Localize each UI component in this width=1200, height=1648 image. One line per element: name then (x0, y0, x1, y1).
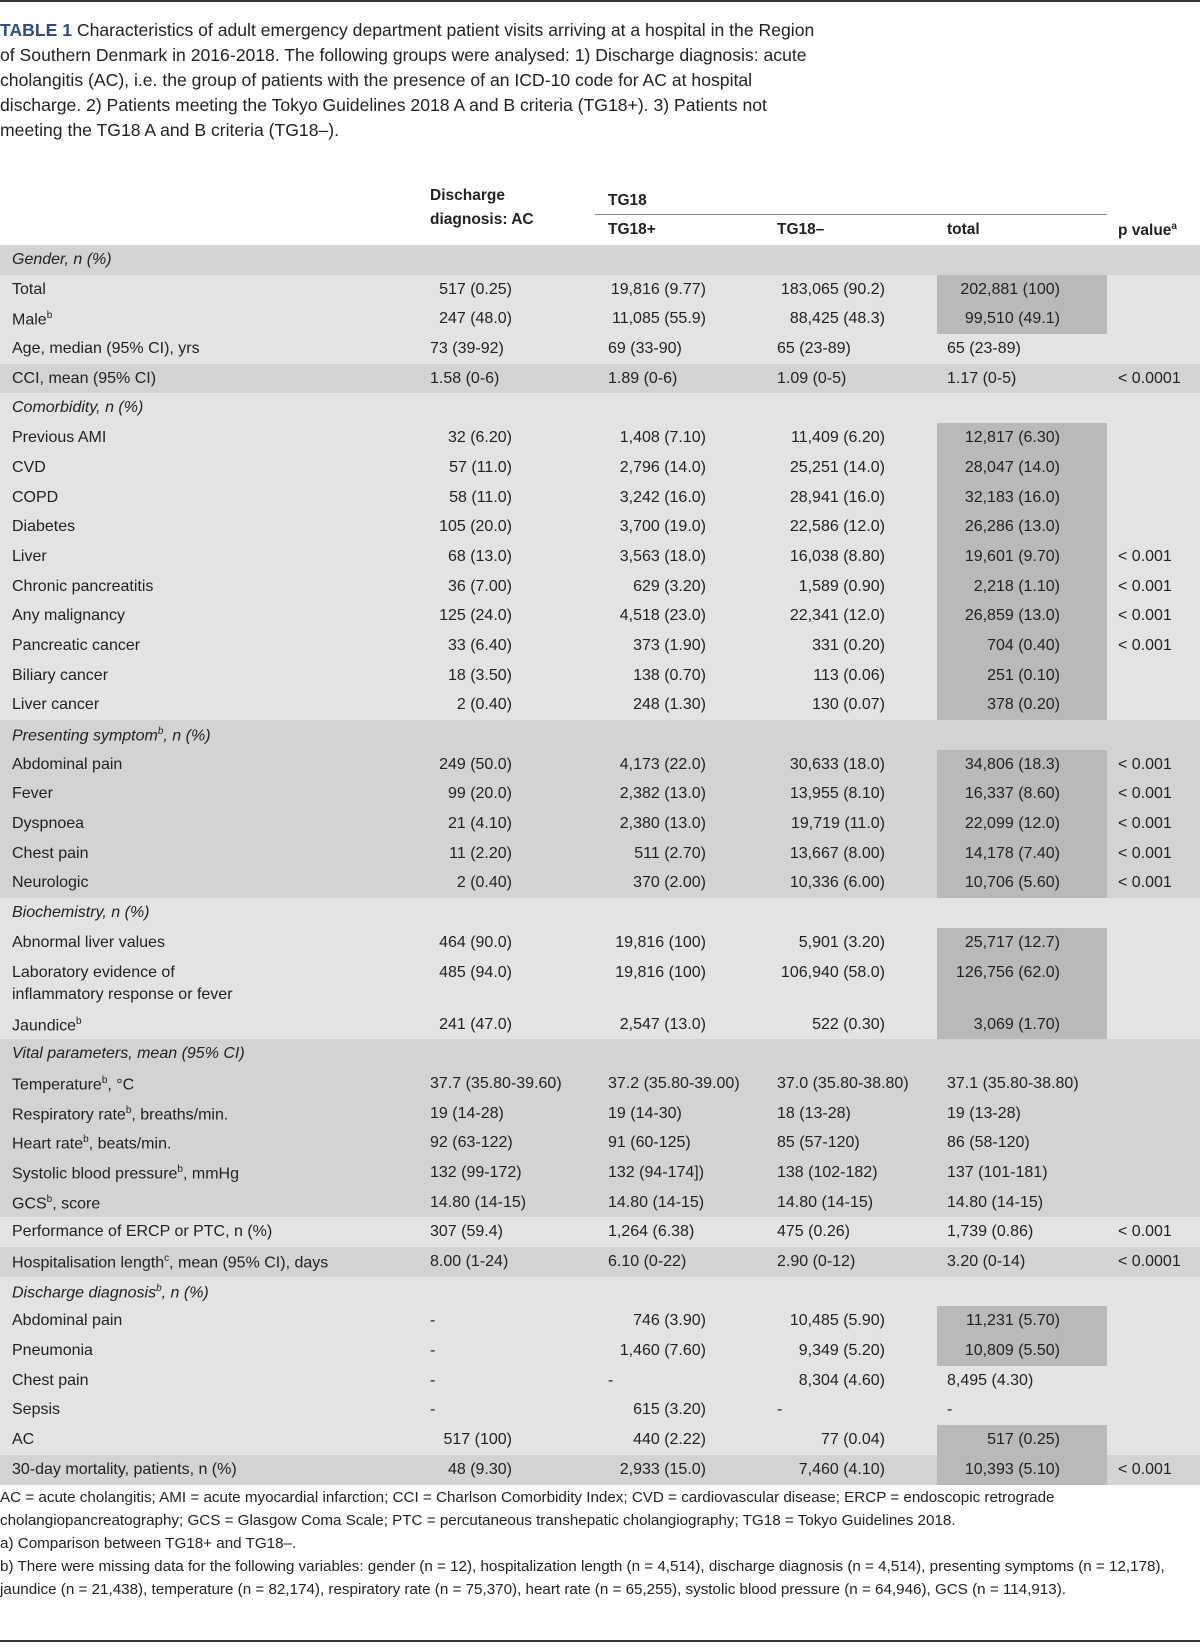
cell-discharge-ac: 517 (0.25) (439, 280, 512, 298)
table-row (0, 661, 1200, 691)
section-header-row (0, 245, 1200, 275)
table-row (0, 275, 1200, 305)
row-label: Laboratory evidence of inflammatory response or fever (12, 963, 233, 1003)
cell-tg18-minus: 11,409 (6.20) (791, 429, 885, 447)
cell-tg18-minus: 2.90 (0-12) (777, 1253, 856, 1270)
table-row (0, 779, 1200, 809)
table-row (0, 928, 1200, 958)
table-row (0, 958, 1200, 1010)
table-row (0, 1128, 1200, 1158)
cell-tg18-minus: 85 (57-120) (777, 1134, 860, 1152)
cell-discharge-ac: 48 (9.30) (447, 1460, 512, 1478)
cell-tg18-plus: 1,460 (7.60) (619, 1342, 706, 1360)
row-label: Neurologic (12, 874, 89, 892)
cell-total: 704 (0.40) (987, 636, 1060, 654)
section-label: Comorbidity, n (%) (12, 399, 144, 417)
cell-tg18-minus: 5,901 (3.20) (798, 933, 885, 951)
cell-tg18-minus: 1,589 (0.90) (798, 577, 885, 595)
cell-discharge-ac: - (430, 1401, 436, 1419)
cell-tg18-minus: 331 (0.20) (812, 636, 885, 654)
cell-tg18-plus: 2,933 (15.0) (619, 1460, 706, 1478)
row-label: Systolic blood pressure$^b$, mmHg (12, 1163, 239, 1183)
cell-discharge-ac: - (430, 1371, 436, 1389)
table-row (0, 304, 1200, 334)
table-row (0, 839, 1200, 869)
cell-total: 517 (0.25) (987, 1431, 1060, 1449)
cell-tg18-plus: 19,816 (100) (615, 933, 706, 951)
caption-text: Characteristics of adult emergency department patient visits arriving at a hospital in the Region of Southern Denmark in 2016-2018. The following groups were analysed: 1) Discharge diagnosis: acute cholangitis (AC), i.e. the group of patients with the presence of an ICD-10 code for AC at hospital discharge. 2) Patients meeting the Tokyo Guidelines 2018 A and B criteria (TG18+). 3) Patients not meeting the TG18 A and B criteria (TG18–). (0, 20, 815, 140)
row-label: Abdominal pain (12, 1312, 123, 1330)
cell-p-value: < 0.001 (1118, 607, 1172, 625)
row-label: Liver cancer (12, 696, 100, 714)
cell-p-value: < 0.001 (1118, 577, 1172, 595)
cell-tg18-minus: 10,336 (6.00) (789, 874, 885, 892)
cell-discharge-ac: 57 (11.0) (449, 458, 512, 476)
section-header-row (0, 720, 1200, 750)
cell-total: 19 (13-28) (947, 1104, 1021, 1122)
cell-total: 14,178 (7.40) (964, 844, 1060, 862)
cell-tg18-plus: 4,518 (23.0) (619, 607, 706, 625)
cell-discharge-ac: 33 (6.40) (447, 636, 512, 654)
row-label: Performance of ERCP or PTC, n (%) (12, 1223, 273, 1241)
section-header-row (0, 393, 1200, 423)
cell-total: 32,183 (16.0) (964, 488, 1060, 506)
section-label: Presenting symptom$^b$, n (%) (12, 726, 211, 745)
cell-discharge-ac: 37.7 (35.80-39.60) (430, 1074, 562, 1092)
cell-p-value: < 0.001 (1118, 636, 1172, 654)
cell-tg18-plus: 2,547 (13.0) (619, 1015, 706, 1033)
row-label: Sepsis (12, 1401, 61, 1419)
cell-p-value: < 0.001 (1118, 1223, 1172, 1241)
table-row (0, 423, 1200, 453)
cell-p-value: < 0.001 (1118, 1460, 1172, 1478)
cell-tg18-plus: 248 (1.30) (633, 696, 706, 714)
table-row (0, 1158, 1200, 1188)
cell-discharge-ac: - (430, 1342, 436, 1360)
cell-total: 10,809 (5.50) (964, 1342, 1060, 1360)
cell-tg18-plus: 2,382 (13.0) (619, 785, 706, 803)
table-footnotes (0, 1486, 1200, 1601)
cell-tg18-plus: 19,816 (9.77) (610, 280, 706, 298)
cell-discharge-ac: 485 (94.0) (439, 963, 512, 981)
row-label: Previous AMI (12, 429, 107, 447)
section-header-row (0, 1277, 1200, 1307)
cell-discharge-ac: 99 (20.0) (447, 785, 512, 803)
cell-tg18-minus: 13,955 (8.10) (789, 785, 885, 803)
cell-tg18-minus: 77 (0.04) (820, 1431, 885, 1449)
cell-discharge-ac: 105 (20.0) (439, 518, 512, 536)
cell-discharge-ac: 58 (11.0) (449, 488, 512, 506)
cell-tg18-plus: - (608, 1371, 614, 1389)
cell-tg18-minus: 183,065 (90.2) (780, 280, 885, 298)
section-label: Discharge diagnosis$^b$, n (%) (12, 1282, 209, 1302)
cell-tg18-minus: 30,633 (18.0) (789, 755, 885, 773)
table-row (0, 868, 1200, 898)
header-tg18-plus: TG18+ (608, 221, 656, 238)
cell-total: 22,099 (12.0) (964, 815, 1060, 833)
cell-tg18-plus: 14.80 (14-15) (608, 1193, 705, 1211)
cell-discharge-ac: 517 (100) (443, 1431, 512, 1449)
caption-label: TABLE 1 (0, 20, 73, 40)
cell-tg18-plus: 1,408 (7.10) (619, 429, 706, 447)
cell-discharge-ac: - (430, 1312, 436, 1330)
cell-total: 26,859 (13.0) (964, 607, 1060, 625)
cell-total: 3.20 (0-14) (947, 1253, 1026, 1270)
cell-discharge-ac: 21 (4.10) (447, 815, 512, 833)
row-label: Pneumonia (12, 1342, 93, 1360)
cell-discharge-ac: 11 (2.20) (449, 844, 512, 862)
row-label: Hospitalisation length$^c$, mean (95% CI), days (12, 1253, 329, 1272)
row-label: Diabetes (12, 518, 76, 536)
cell-tg18-minus: 14.80 (14-15) (777, 1193, 874, 1211)
cell-discharge-ac: 241 (47.0) (439, 1015, 512, 1033)
cell-tg18-minus: 18 (13-28) (777, 1104, 851, 1122)
cell-tg18-minus: 9,349 (5.20) (798, 1342, 885, 1360)
header-discharge-line2: diagnosis: AC (430, 211, 534, 228)
cell-tg18-minus: - (777, 1401, 783, 1419)
row-label: 30-day mortality, patients, n (%) (12, 1460, 237, 1478)
cell-tg18-minus: 8,304 (4.60) (798, 1371, 885, 1389)
cell-discharge-ac: 464 (90.0) (439, 933, 512, 951)
row-label: COPD (12, 488, 59, 506)
row-label: AC (12, 1431, 35, 1449)
row-label: Biliary cancer (12, 666, 109, 684)
table-row (0, 750, 1200, 780)
cell-p-value: < 0.001 (1118, 755, 1172, 773)
top-rule (0, 0, 1200, 2)
row-label: Respiratory rate$^b$, breaths/min. (12, 1104, 229, 1123)
cell-p-value: < 0.001 (1118, 874, 1172, 892)
header-p-value: p value$^a$ (1118, 221, 1177, 240)
table-row (0, 1366, 1200, 1396)
cell-discharge-ac: 32 (6.20) (447, 429, 512, 447)
cell-discharge-ac: 36 (7.00) (447, 577, 512, 595)
row-label: CVD (12, 458, 46, 476)
table-row (0, 512, 1200, 542)
row-label: Temperature$^b$, °C (12, 1074, 135, 1094)
cell-total: 137 (101-181) (947, 1163, 1048, 1181)
cell-tg18-minus: 65 (23-89) (777, 340, 851, 358)
row-label: Liver (12, 547, 47, 565)
tg18-span-rule (595, 214, 1107, 215)
table-row (0, 483, 1200, 513)
cell-tg18-plus: 19 (14-30) (608, 1104, 682, 1122)
section-label: Gender, n (%) (12, 251, 112, 268)
footnote-abbreviations: AC = acute cholangitis; AMI = acute myocardial infarction; CCI = Charlson Comorbidity Index; CVD = cardiovascular disease; ERCP = endoscopic retrograde cholangiopancreatography; GCS = Glasgow Coma Scale; PTC = percutaneous transhepatic cholangiography; TG18 = Tokyo Guidelines 2018. (0, 1489, 1055, 1529)
cell-p-value: < 0.001 (1118, 785, 1172, 803)
section-header-row (0, 898, 1200, 928)
cell-discharge-ac: 132 (99-172) (430, 1163, 522, 1181)
footnote-a: a) Comparison between TG18+ and TG18–. (0, 1535, 297, 1552)
row-label: Chest pain (12, 844, 89, 862)
cell-tg18-plus: 1.89 (0-6) (608, 369, 678, 387)
cell-total: 378 (0.20) (987, 696, 1060, 714)
row-label: Pancreatic cancer (12, 636, 141, 654)
table-row (0, 542, 1200, 572)
cell-tg18-plus: 132 (94-174]) (608, 1163, 705, 1181)
cell-tg18-plus: 511 (2.70) (634, 844, 706, 862)
cell-tg18-plus: 370 (2.00) (633, 874, 706, 892)
cell-tg18-minus: 37.0 (35.80-38.80) (777, 1074, 909, 1092)
cell-total: 11,231 (5.70) (966, 1312, 1060, 1330)
header-tg18-minus: TG18– (777, 221, 825, 238)
cell-tg18-minus: 28,941 (16.0) (789, 488, 885, 506)
cell-total: 25,717 (12.7) (964, 933, 1060, 951)
cell-p-value: < 0.001 (1118, 547, 1172, 565)
cell-total: 10,706 (5.60) (964, 874, 1060, 892)
cell-discharge-ac: 247 (48.0) (439, 310, 512, 328)
table-header (0, 187, 1200, 245)
row-label: Age, median (95% CI), yrs (12, 340, 200, 358)
cell-discharge-ac: 14.80 (14-15) (430, 1193, 527, 1211)
cell-total: 1.17 (0-5) (947, 369, 1017, 387)
cell-tg18-plus: 440 (2.22) (633, 1431, 706, 1449)
section-label: Biochemistry, n (%) (12, 904, 150, 922)
table-row (0, 453, 1200, 483)
table-row (0, 1010, 1200, 1040)
cell-tg18-plus: 37.2 (35.80-39.00) (608, 1074, 740, 1092)
cell-tg18-plus: 2,796 (14.0) (619, 458, 706, 476)
footnote-b: b) There were missing data for the following variables: gender (n = 12), hospitalization length (n = 4,514), discharge diagnosis (n = 4,514), presenting symptoms (n = 12,178), jaundice (n = 21,438), temperature (n = 82,174), respiratory rate (n = 75,370), heart rate (n = 65,255), systolic blood pressure (n = 64,946), GCS (n = 114,913). (0, 1558, 1165, 1598)
section-label: Vital parameters, mean (95% CI) (12, 1045, 245, 1063)
row-label: Total (12, 280, 46, 298)
cell-total: 37.1 (35.80-38.80) (947, 1074, 1079, 1092)
cell-tg18-minus: 138 (102-182) (777, 1163, 878, 1181)
cell-tg18-minus: 88,425 (48.3) (789, 310, 885, 328)
cell-tg18-minus: 19,719 (11.0) (791, 815, 885, 833)
cell-total: 19,601 (9.70) (964, 547, 1060, 565)
cell-tg18-minus: 113 (0.06) (813, 666, 885, 684)
cell-total: 10,393 (5.10) (964, 1460, 1060, 1478)
table-caption (0, 18, 830, 143)
cell-total: 251 (0.10) (987, 666, 1060, 684)
cell-tg18-plus: 69 (33-90) (608, 340, 682, 358)
cell-tg18-minus: 7,460 (4.10) (798, 1460, 885, 1478)
row-label: Abdominal pain (12, 755, 123, 773)
cell-tg18-minus: 16,038 (8.80) (789, 547, 885, 565)
cell-tg18-plus: 138 (0.70) (633, 666, 706, 684)
table-row (0, 334, 1200, 364)
table-row (0, 690, 1200, 720)
table-row (0, 364, 1200, 394)
cell-tg18-minus: 25,251 (14.0) (789, 458, 885, 476)
cell-total: 12,817 (6.30) (964, 429, 1060, 447)
cell-discharge-ac: 2 (0.40) (456, 874, 512, 892)
table-row (0, 601, 1200, 631)
cell-tg18-plus: 629 (3.20) (633, 577, 706, 595)
cell-tg18-plus: 615 (3.20) (633, 1401, 706, 1419)
row-label: Dyspnoea (12, 815, 85, 833)
cell-tg18-minus: 22,341 (12.0) (789, 607, 885, 625)
cell-tg18-minus: 1.09 (0-5) (777, 369, 847, 387)
cell-tg18-plus: 2,380 (13.0) (619, 815, 706, 833)
cell-discharge-ac: 2 (0.40) (456, 696, 512, 714)
table-row (0, 1306, 1200, 1336)
row-label: Fever (12, 785, 53, 803)
row-label: Chest pain (12, 1371, 89, 1389)
cell-discharge-ac: 73 (39-92) (430, 340, 504, 358)
cell-total: 26,286 (13.0) (964, 518, 1060, 536)
table-row (0, 1099, 1200, 1129)
cell-discharge-ac: 1.58 (0-6) (430, 369, 500, 387)
table-row (0, 809, 1200, 839)
row-label: GCS$^b$, score (12, 1193, 101, 1212)
table-row (0, 1336, 1200, 1366)
row-label: Heart rate$^b$, beats/min. (12, 1134, 172, 1153)
cell-total: 16,337 (8.60) (964, 785, 1060, 803)
cell-total: 8,495 (4.30) (947, 1371, 1034, 1389)
cell-tg18-plus: 746 (3.90) (633, 1312, 706, 1330)
row-label: CCI, mean (95% CI) (12, 369, 157, 387)
cell-tg18-plus: 1,264 (6.38) (608, 1223, 695, 1241)
cell-tg18-minus: 106,940 (58.0) (780, 963, 885, 981)
table-row (0, 1069, 1200, 1099)
cell-tg18-plus: 19,816 (100) (615, 963, 706, 981)
table-row (0, 1395, 1200, 1425)
table-body (0, 245, 1200, 1485)
table-row (0, 1188, 1200, 1218)
cell-total: 3,069 (1.70) (973, 1015, 1060, 1033)
cell-tg18-minus: 10,485 (5.90) (789, 1312, 885, 1330)
cell-tg18-plus: 3,700 (19.0) (619, 518, 706, 536)
cell-total: 86 (58-120) (947, 1134, 1030, 1152)
cell-tg18-minus: 22,586 (12.0) (789, 518, 885, 536)
table-row (0, 1425, 1200, 1455)
table-row (0, 1217, 1200, 1247)
header-discharge-line1: Discharge (430, 187, 505, 204)
cell-discharge-ac: 92 (63-122) (430, 1134, 513, 1152)
cell-p-value: < 0.001 (1118, 815, 1172, 833)
cell-tg18-minus: 13,667 (8.00) (789, 844, 885, 862)
cell-tg18-plus: 91 (60-125) (608, 1134, 691, 1152)
cell-total: 14.80 (14-15) (947, 1193, 1044, 1211)
cell-discharge-ac: 8.00 (1-24) (430, 1253, 509, 1270)
cell-total: 126,756 (62.0) (955, 963, 1060, 981)
header-total: total (947, 221, 980, 238)
cell-total: 99,510 (49.1) (964, 310, 1060, 328)
cell-discharge-ac: 125 (24.0) (439, 607, 512, 625)
row-label: Jaundice$^b$ (12, 1015, 82, 1034)
cell-p-value: < 0.0001 (1118, 1253, 1181, 1270)
cell-tg18-plus: 6.10 (0-22) (608, 1253, 687, 1270)
cell-discharge-ac: 18 (3.50) (447, 666, 512, 684)
section-header-row (0, 1039, 1200, 1069)
table-row (0, 631, 1200, 661)
cell-tg18-minus: 130 (0.07) (812, 696, 885, 714)
row-label: Male$^b$ (12, 310, 53, 329)
cell-total: 1,739 (0.86) (947, 1223, 1034, 1241)
cell-total: 28,047 (14.0) (964, 458, 1060, 476)
cell-tg18-plus: 3,242 (16.0) (619, 488, 706, 506)
table-row (0, 1247, 1200, 1277)
row-label: Chronic pancreatitis (12, 577, 154, 595)
cell-discharge-ac: 249 (50.0) (439, 755, 512, 773)
cell-discharge-ac: 19 (14-28) (430, 1104, 504, 1122)
cell-p-value: < 0.001 (1118, 844, 1172, 862)
cell-tg18-minus: 475 (0.26) (777, 1223, 850, 1241)
table-row (0, 1455, 1200, 1485)
cell-total: 65 (23-89) (947, 340, 1021, 358)
row-label: Abnormal liver values (12, 933, 165, 951)
cell-total: - (947, 1401, 953, 1419)
cell-tg18-minus: 522 (0.30) (812, 1015, 885, 1033)
cell-tg18-plus: 11,085 (55.9) (612, 310, 706, 328)
cell-total: 2,218 (1.10) (973, 577, 1060, 595)
cell-tg18-plus: 4,173 (22.0) (619, 755, 706, 773)
cell-tg18-plus: 3,563 (18.0) (619, 547, 706, 565)
cell-total: 202,881 (100) (960, 280, 1060, 298)
bottom-rule (0, 1640, 1200, 1642)
cell-discharge-ac: 68 (13.0) (447, 547, 512, 565)
cell-discharge-ac: 307 (59.4) (430, 1223, 503, 1241)
header-tg18: TG18 (608, 192, 647, 209)
row-label: Any malignancy (12, 607, 125, 625)
table-row (0, 572, 1200, 602)
cell-total: 34,806 (18.3) (964, 755, 1060, 773)
cell-tg18-plus: 373 (1.90) (633, 636, 706, 654)
cell-p-value: < 0.0001 (1118, 369, 1181, 387)
